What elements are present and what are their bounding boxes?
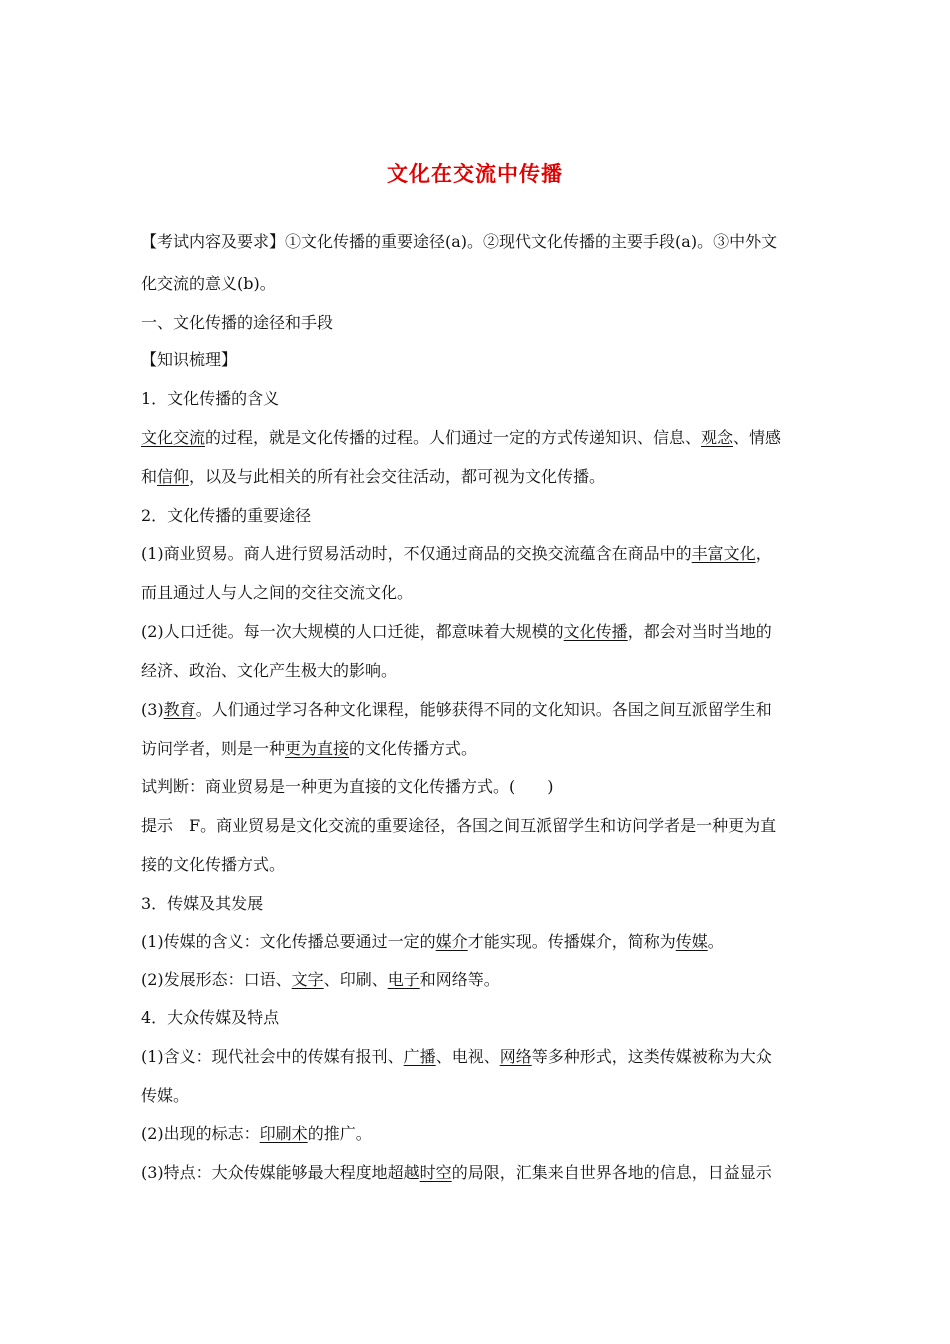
text: (1)商业贸易。商人进行贸易活动时，不仅通过商品的交换交流蕴含在商品中的 bbox=[141, 544, 692, 563]
requirements-label: 【考试内容及要求】 bbox=[141, 232, 286, 251]
p2-heading: 2．文化传播的重要途径 bbox=[141, 506, 312, 525]
p4-a-line-2: 传媒。 bbox=[141, 1086, 190, 1105]
text: (1)含义：现代社会中的传媒有报刊、 bbox=[141, 1047, 404, 1066]
blank-answer: 时空 bbox=[419, 1163, 452, 1182]
text: 和网络等。 bbox=[419, 970, 500, 989]
blank-answer: 更为直接 bbox=[285, 739, 350, 758]
text: ，都会对当时当地的 bbox=[627, 622, 772, 641]
p4-a-line-1 bbox=[141, 1047, 811, 1067]
blank-answer: 信仰 bbox=[157, 467, 190, 486]
p2-b-line-1 bbox=[141, 622, 811, 642]
p1-heading: 1．文化传播的含义 bbox=[141, 389, 280, 408]
blank-answer: 网络 bbox=[499, 1047, 532, 1066]
section-heading: 一、文化传播的途径和手段 bbox=[141, 313, 334, 332]
text: (2)出现的标志： bbox=[141, 1124, 260, 1143]
knowledge-label: 【知识梳理】 bbox=[141, 350, 238, 369]
text: (3)特点：大众传媒能够最大程度地超越 bbox=[141, 1163, 420, 1182]
p3-a-line bbox=[141, 932, 811, 952]
text: 才能实现。传播媒介，简称为 bbox=[467, 932, 676, 951]
blank-answer: 传媒 bbox=[675, 932, 708, 951]
p4-c-line bbox=[141, 1163, 811, 1183]
text: 的文化传播方式。 bbox=[349, 739, 478, 758]
text: 的推广。 bbox=[307, 1124, 372, 1143]
blank-answer: 观念 bbox=[701, 428, 734, 447]
text: 。人们通过学习各种文化课程，能够获得不同的文化知识。各国之间互派留学生和 bbox=[195, 700, 772, 719]
blank-answer: 印刷术 bbox=[259, 1124, 308, 1143]
text: (2)人口迁徙。每一次大规模的人口迁徙，都意味着大规模的 bbox=[141, 622, 564, 641]
text: 、情感 bbox=[733, 428, 782, 447]
blank-answer: 文化交流 bbox=[141, 428, 206, 447]
hint-line-1: 提示 F。商业贸易是文化交流的重要途径，各国之间互派留学生和访问学者是一种更为直 bbox=[141, 816, 777, 835]
text: (2)发展形态：口语、 bbox=[141, 970, 292, 989]
requirements-text: ①文化传播的重要途径(a)。②现代文化传播的主要手段(a)。③中外文 bbox=[285, 232, 778, 251]
text: 的局限，汇集来自世界各地的信息，日益显示 bbox=[451, 1163, 772, 1182]
p1-line-1 bbox=[141, 428, 811, 448]
blank-answer: 丰富文化 bbox=[691, 544, 756, 563]
hint-line-2: 接的文化传播方式。 bbox=[141, 855, 286, 874]
text: ， bbox=[755, 544, 772, 563]
p3-heading: 3．传媒及其发展 bbox=[141, 894, 264, 913]
requirements-line-2: 化交流的意义(b)。 bbox=[141, 274, 276, 293]
text: (3) bbox=[141, 700, 164, 719]
judge-question: 试判断：商业贸易是一种更为直接的文化传播方式。( ) bbox=[141, 777, 554, 796]
p4-b-line bbox=[141, 1124, 811, 1144]
p1-line-2 bbox=[141, 467, 811, 487]
text: 。 bbox=[707, 932, 724, 951]
p2-a-line-1 bbox=[141, 544, 811, 564]
text: ，以及与此相关的所有社会交往活动，都可视为文化传播。 bbox=[189, 467, 606, 486]
requirements-line-1 bbox=[141, 232, 811, 252]
p2-c-line-1 bbox=[141, 700, 811, 720]
blank-answer: 电子 bbox=[387, 970, 420, 989]
blank-answer: 媒介 bbox=[435, 932, 468, 951]
text: 、印刷、 bbox=[323, 970, 388, 989]
p2-a-line-2: 而且通过人与人之间的交往交流文化。 bbox=[141, 583, 414, 602]
text: 访问学者，则是一种 bbox=[141, 739, 286, 758]
text: 等多种形式，这类传媒被称为大众 bbox=[531, 1047, 772, 1066]
text: (1)传媒的含义：文化传播总要通过一定的 bbox=[141, 932, 436, 951]
p3-b-line bbox=[141, 970, 811, 990]
p2-c-line-2 bbox=[141, 739, 811, 759]
blank-answer: 教育 bbox=[163, 700, 196, 719]
page-title: 文化在交流中传播 bbox=[387, 161, 563, 186]
blank-answer: 文字 bbox=[291, 970, 324, 989]
p4-heading: 4．大众传媒及特点 bbox=[141, 1008, 280, 1027]
text: 和 bbox=[141, 467, 158, 486]
text: 、电视、 bbox=[435, 1047, 500, 1066]
blank-answer: 广播 bbox=[403, 1047, 436, 1066]
p2-b-line-2: 经济、政治、文化产生极大的影响。 bbox=[141, 661, 398, 680]
text: 的过程，就是文化传播的过程。人们通过一定的方式传递知识、信息、 bbox=[205, 428, 702, 447]
blank-answer: 文化传播 bbox=[563, 622, 628, 641]
